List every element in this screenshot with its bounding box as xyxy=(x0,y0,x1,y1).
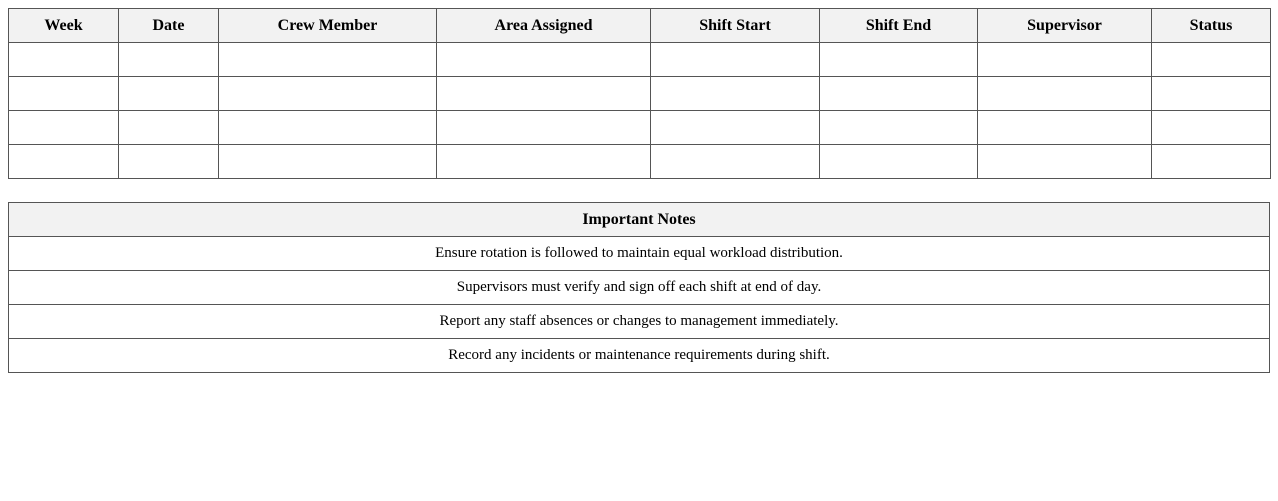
schedule-table xyxy=(8,8,1271,179)
table-cell xyxy=(437,145,651,179)
table-cell xyxy=(1152,145,1271,179)
note-row xyxy=(9,237,1270,271)
table-cell xyxy=(437,111,651,145)
column-header-area-assigned: Area Assigned xyxy=(437,9,651,43)
schedule-header-row xyxy=(9,9,1271,43)
table-cell xyxy=(651,77,820,111)
table-cell xyxy=(219,145,437,179)
table-cell xyxy=(820,111,978,145)
column-header-status: Status xyxy=(1152,9,1271,43)
note-item: Supervisors must verify and sign off each shift at end of day. xyxy=(9,271,1270,305)
note-item: Report any staff absences or changes to management immediately. xyxy=(9,305,1270,339)
column-header-supervisor: Supervisor xyxy=(978,9,1152,43)
column-header-week: Week xyxy=(9,9,119,43)
table-cell xyxy=(1152,111,1271,145)
table-cell xyxy=(9,111,119,145)
table-cell xyxy=(978,145,1152,179)
table-cell xyxy=(820,43,978,77)
table-cell xyxy=(978,77,1152,111)
note-item: Record any incidents or maintenance requirements during shift. xyxy=(9,339,1270,373)
column-header-shift-end: Shift End xyxy=(820,9,978,43)
note-row xyxy=(9,339,1270,373)
table-row xyxy=(9,43,1271,77)
table-cell xyxy=(820,77,978,111)
note-row xyxy=(9,305,1270,339)
table-cell xyxy=(119,43,219,77)
table-row xyxy=(9,111,1271,145)
table-cell xyxy=(219,111,437,145)
column-header-date: Date xyxy=(119,9,219,43)
table-row xyxy=(9,77,1271,111)
notes-table xyxy=(8,202,1270,373)
table-cell xyxy=(651,111,820,145)
table-cell xyxy=(119,145,219,179)
table-cell xyxy=(9,43,119,77)
note-row xyxy=(9,271,1270,305)
table-cell xyxy=(651,145,820,179)
table-row xyxy=(9,145,1271,179)
table-cell xyxy=(1152,77,1271,111)
table-cell xyxy=(978,43,1152,77)
table-cell xyxy=(219,43,437,77)
table-cell xyxy=(9,77,119,111)
table-cell xyxy=(219,77,437,111)
table-cell xyxy=(119,111,219,145)
table-cell xyxy=(437,77,651,111)
column-header-shift-start: Shift Start xyxy=(651,9,820,43)
notes-header-row xyxy=(9,203,1270,237)
table-cell xyxy=(651,43,820,77)
table-cell xyxy=(820,145,978,179)
table-cell xyxy=(9,145,119,179)
table-cell xyxy=(978,111,1152,145)
notes-title: Important Notes xyxy=(9,203,1270,237)
note-item: Ensure rotation is followed to maintain equal workload distribution. xyxy=(9,237,1270,271)
table-cell xyxy=(1152,43,1271,77)
table-cell xyxy=(437,43,651,77)
table-cell xyxy=(119,77,219,111)
column-header-crew-member: Crew Member xyxy=(219,9,437,43)
